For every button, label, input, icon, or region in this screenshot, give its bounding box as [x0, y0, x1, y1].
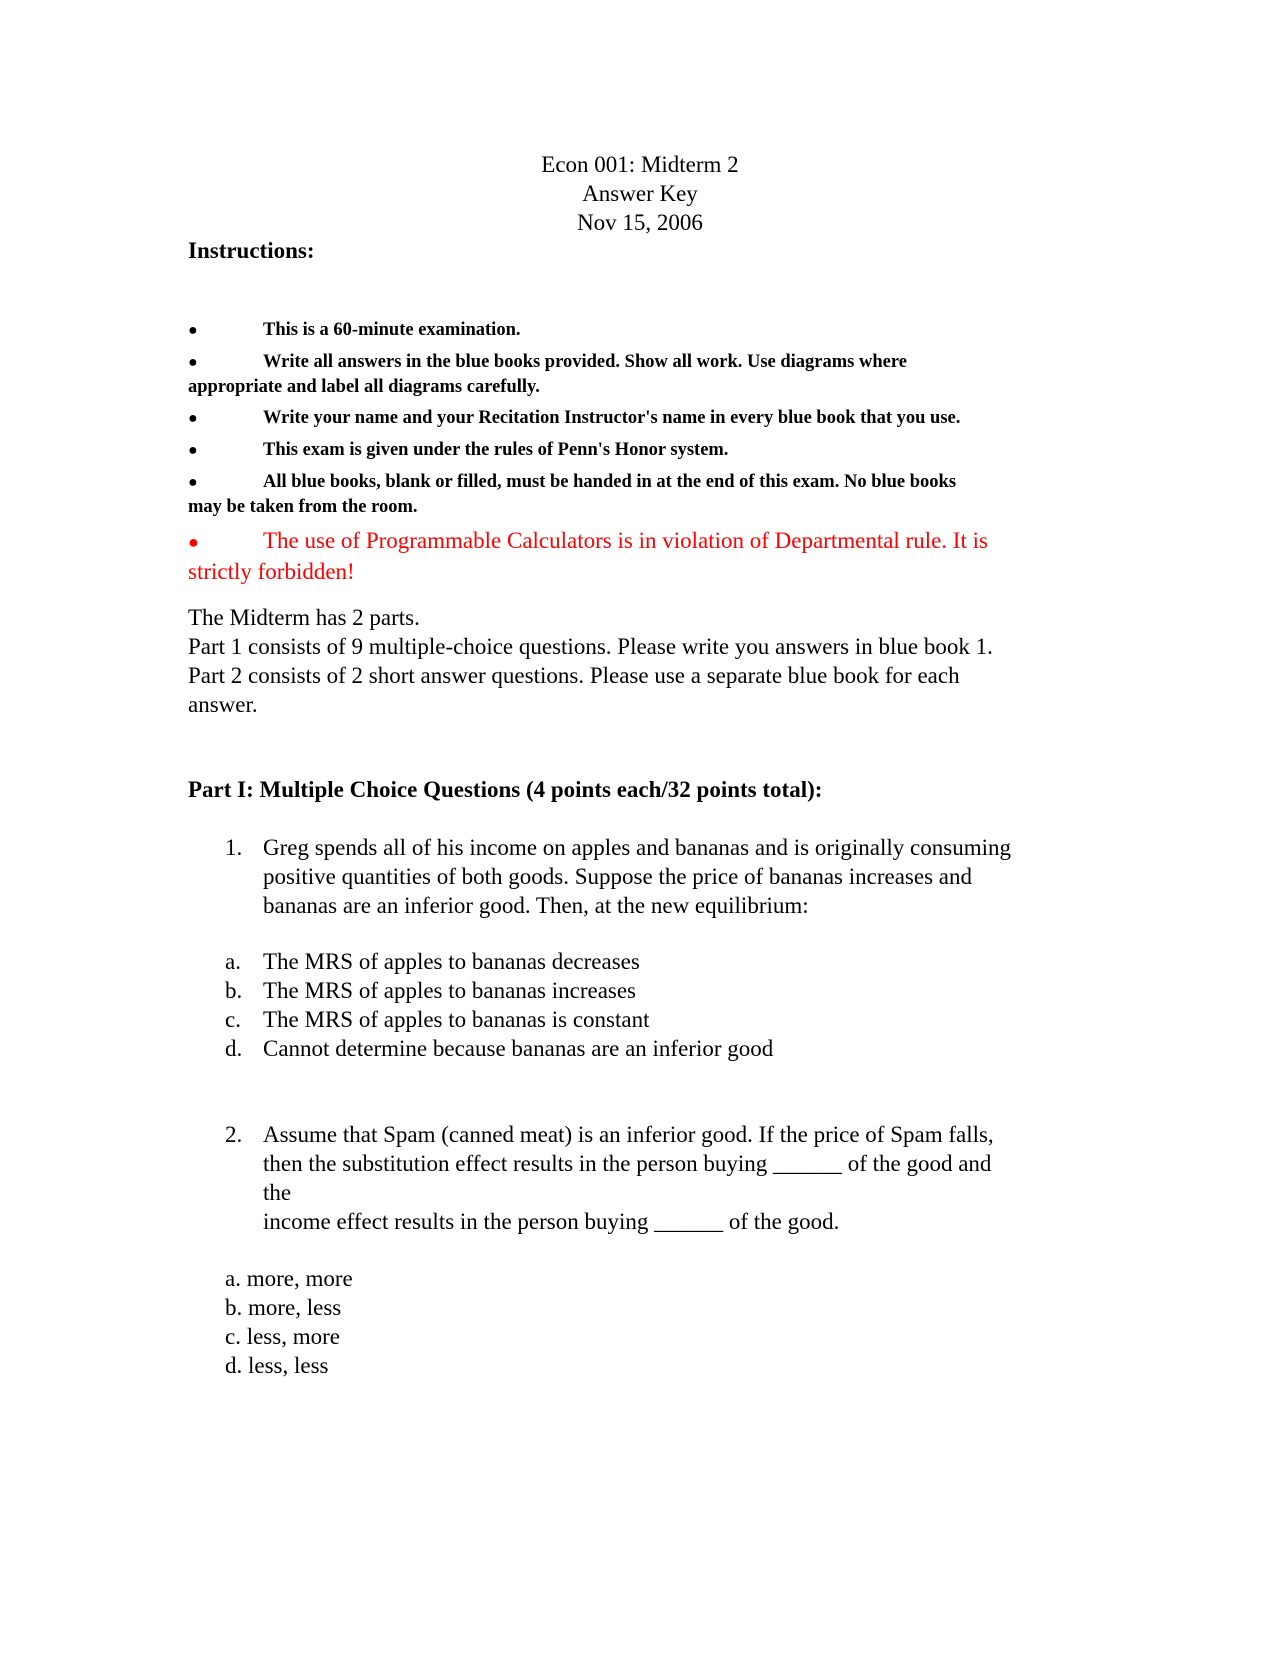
overview-line: Part 2 consists of 2 short answer questions. Please use a separate blue book for each: [188, 663, 960, 688]
bullet-icon: ●: [188, 532, 199, 552]
answer-option: b. more, less: [225, 1295, 342, 1320]
answer-option: b. The MRS of apples to bananas increases: [225, 978, 637, 1003]
course-title: Econ 001: Midterm 2: [541, 152, 739, 177]
instruction-item: ● All blue books, blank or filled, must be handed in at the end of this exam. No blue books may be taken from the room.: [188, 472, 957, 517]
instruction-item: ● This exam is given under the rules of Penn's Honor system.: [188, 438, 1068, 463]
question-number: 2.: [225, 1122, 243, 1147]
instruction-item: ● This is a 60-minute examination.: [188, 318, 1068, 343]
question-1: [225, 833, 1085, 920]
answer-option: c. less, more: [225, 1324, 340, 1349]
question-2: [225, 1120, 1085, 1236]
exam-date: Nov 15, 2006: [577, 210, 703, 235]
question-2-options: [225, 1264, 353, 1380]
overview-line: Part 1 consists of 9 multiple-choice questions. Please write you answers in blue book 1.: [188, 634, 993, 659]
answer-option: d. less, less: [225, 1353, 329, 1378]
instructions-list: [188, 318, 1068, 593]
overview-line: answer.: [188, 692, 258, 717]
answer-key-subtitle: Answer Key: [582, 181, 698, 206]
answer-option: a. The MRS of apples to bananas decreases: [225, 949, 640, 974]
exam-header: [0, 150, 1280, 237]
bullet-icon: ●: [188, 322, 198, 339]
question-text: Greg spends all of his income on apples and bananas and is originally consuming positive quantities of both goods. Suppose the price of bananas increases and bananas are an inferior good. Then, at the new equilibrium:: [263, 835, 1011, 918]
part1-heading: Part I: Multiple Choice Questions (4 points each/32 points total):: [188, 777, 823, 802]
bullet-icon: ●: [188, 354, 198, 371]
calculator-warning: ● The use of Programmable Calculators is in violation of Departmental rule. It is strictly forbidden!: [188, 528, 988, 584]
bullet-icon: ●: [188, 442, 198, 459]
answer-option: d. Cannot determine because bananas are an inferior good: [225, 1036, 774, 1061]
bullet-icon: ●: [188, 474, 198, 491]
answer-option: a. more, more: [225, 1266, 353, 1291]
question-number: 1.: [225, 835, 243, 860]
instruction-item: ● Write your name and your Recitation Instructor's name in every blue book that you use.: [188, 406, 1068, 431]
bullet-icon: ●: [188, 410, 198, 427]
question-1-options: [225, 947, 773, 1063]
answer-option: c. The MRS of apples to bananas is constant: [225, 1007, 650, 1032]
instructions-heading: Instructions:: [188, 238, 315, 263]
instruction-item: ● Write all answers in the blue books provided. Show all work. Use diagrams where appropriate and label all diagrams carefully.: [188, 352, 907, 397]
exam-overview: [188, 603, 1088, 719]
overview-line: The Midterm has 2 parts.: [188, 605, 420, 630]
question-text: Assume that Spam (canned meat) is an inferior good. If the price of Spam falls, then the substitution effect results in the person buying ______ of the good and the income effect results in the person buying ______ of the good.: [263, 1122, 994, 1234]
